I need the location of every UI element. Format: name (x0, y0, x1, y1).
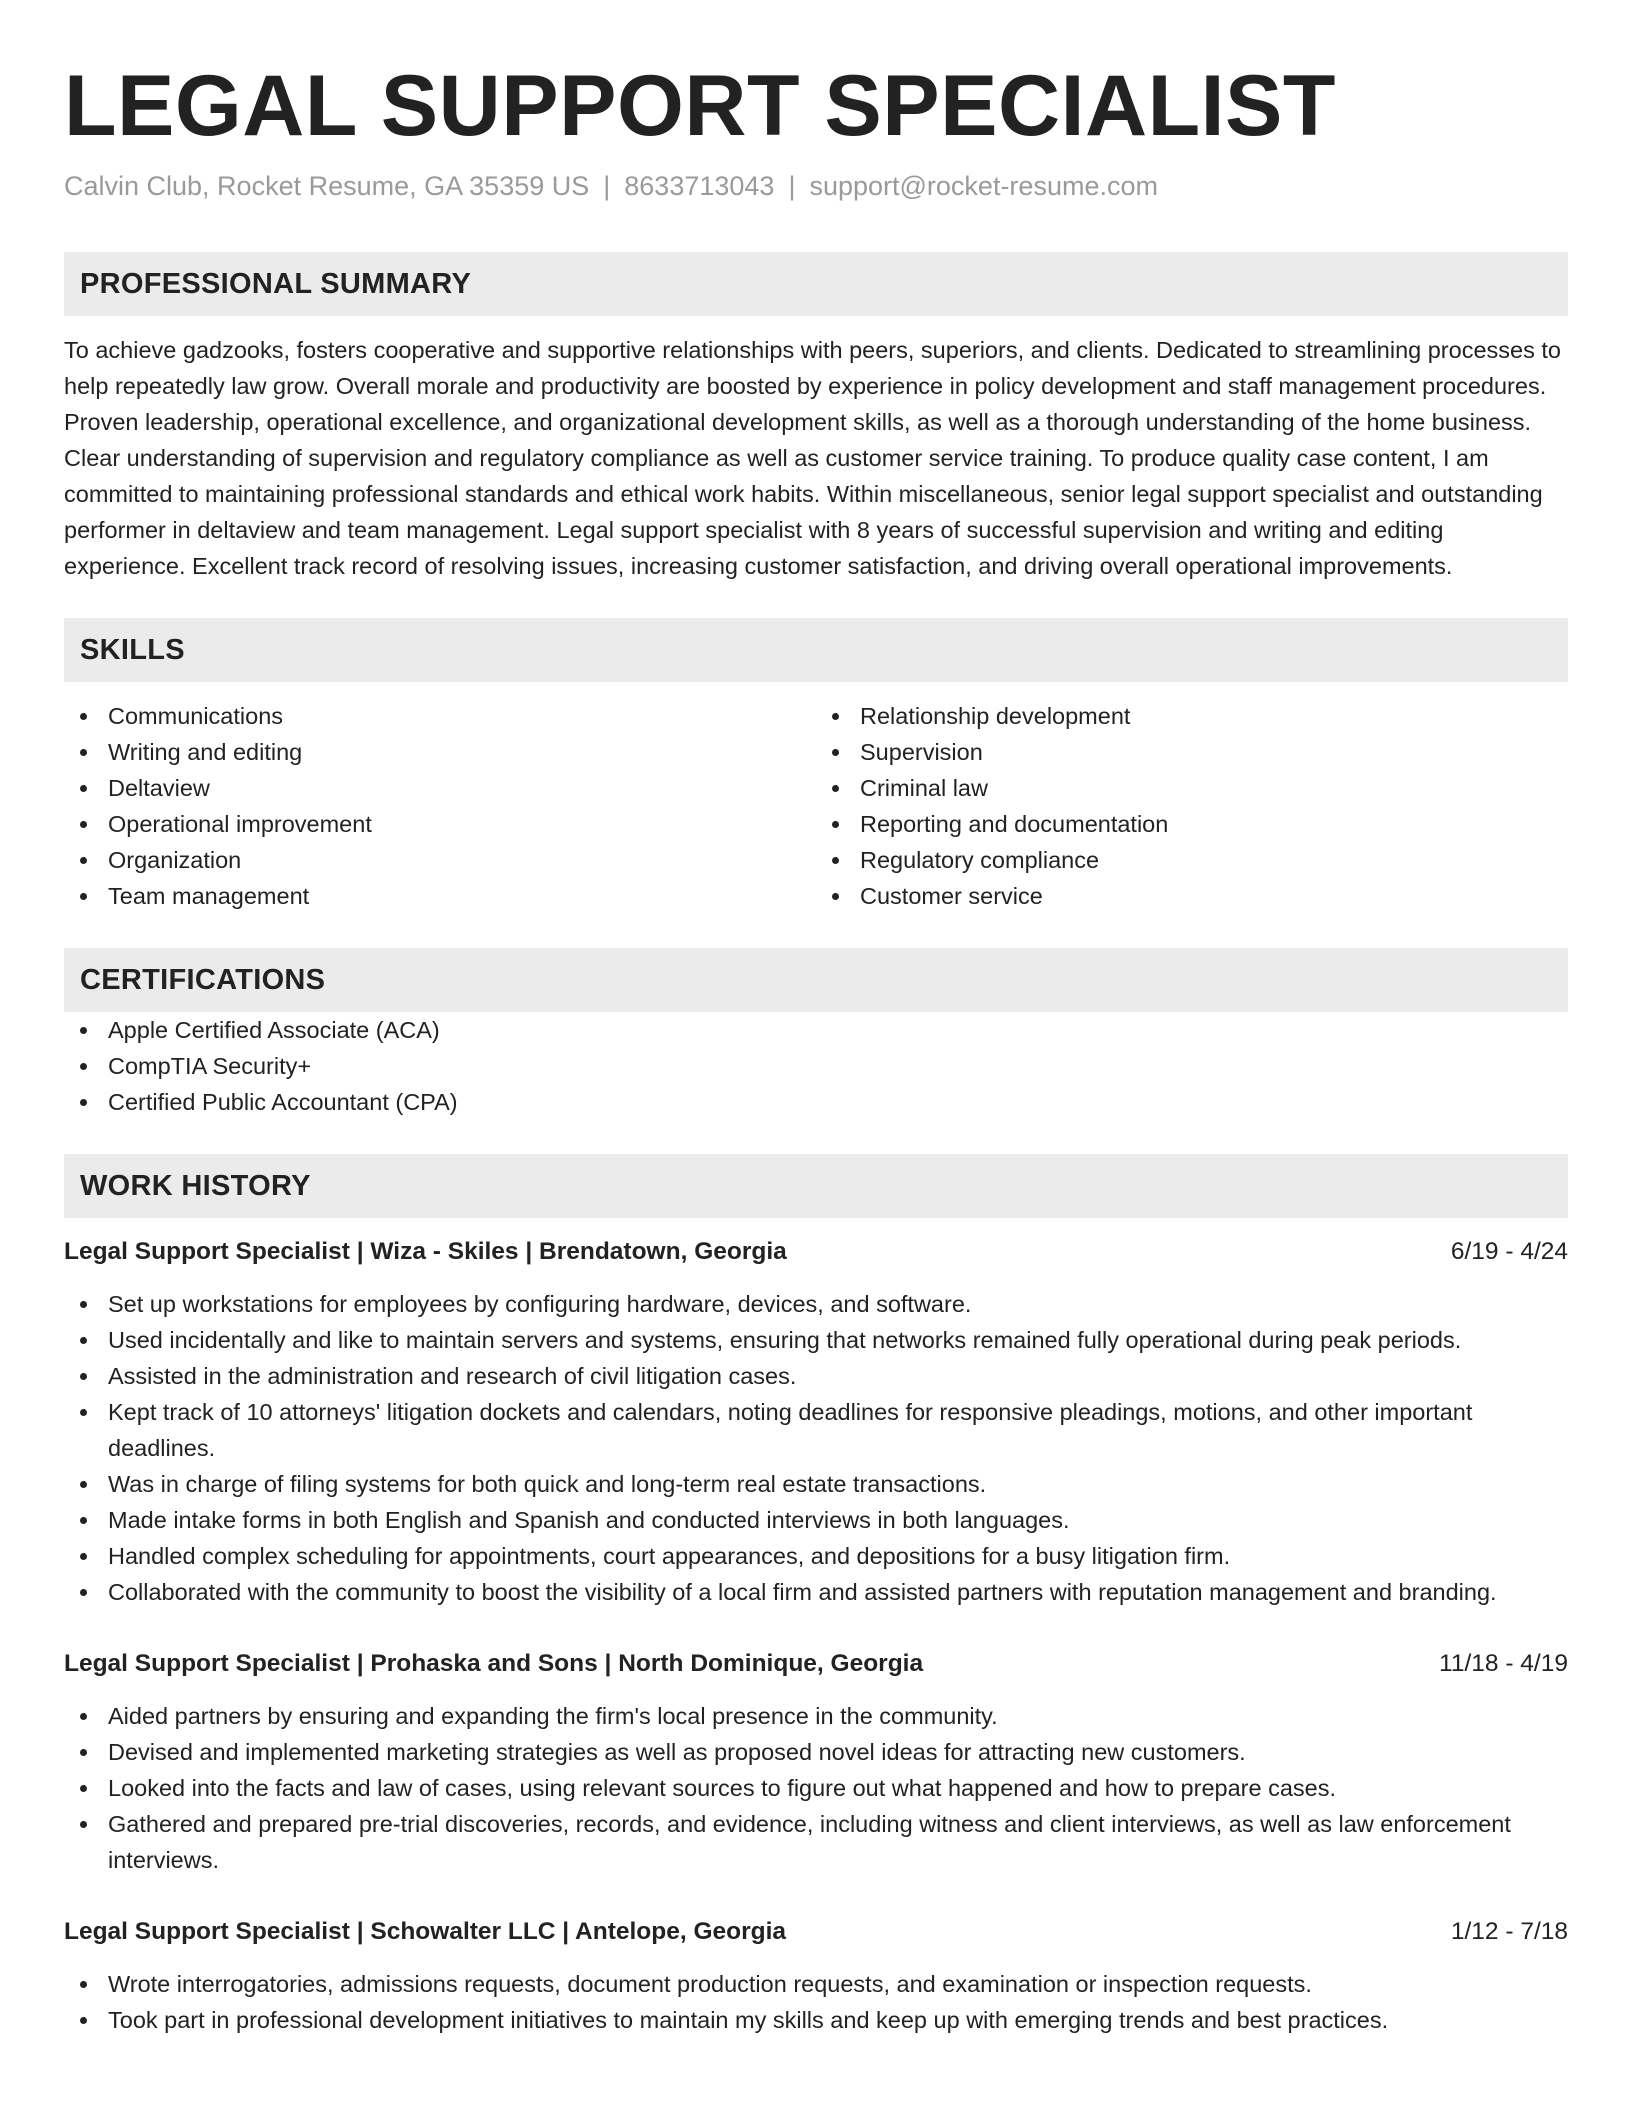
skill-item (64, 734, 816, 770)
certification-item-text: Certified Public Accountant (CPA) (108, 1089, 458, 1115)
job-duty-item-text: Wrote interrogatories, admissions requests, document production requests, and examination or inspection requests. (108, 1971, 1312, 1997)
bullet-dot-icon (80, 1713, 87, 1720)
job-entry (64, 1234, 1568, 1610)
contact-address: Calvin Club, Rocket Resume, GA 35359 US (64, 171, 590, 201)
skill-item (64, 878, 816, 914)
job-dates: 6/19 - 4/24 (1450, 1238, 1568, 1265)
skill-item (64, 698, 816, 734)
bullet-dot-icon (832, 821, 839, 828)
bullet-dot-icon (80, 1481, 87, 1488)
job-entry (64, 1914, 1568, 2038)
job-duty-item (64, 1358, 1568, 1394)
skill-item (816, 734, 1568, 770)
bullet-dot-icon (80, 1063, 87, 1070)
job-header (64, 1234, 1568, 1270)
contact-separator: | (788, 171, 796, 201)
skill-item-text: Writing and editing (108, 739, 303, 765)
skill-item-text: Operational improvement (108, 811, 372, 837)
bullet-dot-icon (80, 1553, 87, 1560)
resume-page (64, 56, 1568, 2038)
skill-item (64, 806, 816, 842)
work-history-list (64, 1234, 1568, 2038)
job-duty-item (64, 1806, 1568, 1878)
bullet-dot-icon (80, 1517, 87, 1524)
bullet-dot-icon (832, 713, 839, 720)
bullet-dot-icon (80, 1301, 87, 1308)
job-duty-item-text: Collaborated with the community to boost the visibility of a local firm and assisted partners with reputation management and branding. (108, 1579, 1497, 1605)
bullet-dot-icon (80, 1099, 87, 1106)
job-duty-item (64, 1322, 1568, 1358)
job-duty-item-text: Used incidentally and like to maintain servers and systems, ensuring that networks remained fully operational during peak periods. (108, 1327, 1462, 1353)
certification-item-text: Apple Certified Associate (ACA) (108, 1017, 440, 1043)
job-duties-list (64, 1698, 1568, 1878)
skill-item-text: Communications (108, 703, 284, 729)
job-duty-item (64, 1538, 1568, 1574)
skill-item (816, 806, 1568, 842)
bullet-dot-icon (832, 857, 839, 864)
skills-list-right (816, 698, 1568, 914)
bullet-dot-icon (80, 785, 87, 792)
job-duty-item-text: Was in charge of filing systems for both quick and long-term real estate transactions. (108, 1471, 987, 1497)
bullet-dot-icon (80, 1027, 87, 1034)
certification-item (64, 1084, 1568, 1120)
job-duty-item-text: Handled complex scheduling for appointments, court appearances, and depositions for a busy litigation firm. (108, 1543, 1231, 1569)
bullet-dot-icon (80, 893, 87, 900)
professional-summary-text: To achieve gadzooks, fosters cooperative and supportive relationships with peers, superiors, and clients. Dedicated to streamlining processes to help repeatedly law grow. Overall morale and productivity are boosted by experience in policy development and staff management procedures. Proven leadership, operational excellence, and organizational development skills, as well as a thorough understanding of the home business. Clear understanding of supervision and regulatory compliance as well as customer service training. To produce quality case content, I am committed to maintaining professional standards and ethical work habits. Within miscellaneous, senior legal support specialist and outstanding performer in deltaview and team management. Legal support specialist with 8 years of successful supervision and writing and editing experience. Excellent track record of resolving issues, increasing customer satisfaction, and driving overall operational improvements. (64, 337, 1561, 579)
bullet-dot-icon (832, 749, 839, 756)
job-duty-item-text: Looked into the facts and law of cases, using relevant sources to figure out what happened and how to prepare cases. (108, 1775, 1337, 1801)
job-header (64, 1646, 1568, 1682)
skill-item (816, 770, 1568, 806)
skill-item-text: Deltaview (108, 775, 210, 801)
skills-heading: SKILLS (64, 618, 1568, 682)
job-duties-list (64, 1286, 1568, 1610)
job-duty-item (64, 1770, 1568, 1806)
job-title: Legal Support Specialist | Wiza - Skiles | Brendatown, Georgia (64, 1238, 787, 1265)
bullet-dot-icon (80, 1785, 87, 1792)
job-title: Legal Support Specialist | Prohaska and Sons | North Dominique, Georgia (64, 1650, 924, 1677)
certification-item (64, 1048, 1568, 1084)
job-title: Legal Support Specialist | Schowalter LLC | Antelope, Georgia (64, 1918, 787, 1945)
bullet-dot-icon (80, 1337, 87, 1344)
bullet-dot-icon (832, 785, 839, 792)
skill-item (64, 770, 816, 806)
bullet-dot-icon (832, 893, 839, 900)
job-duty-item-text: Aided partners by ensuring and expanding the firm's local presence in the community. (108, 1703, 998, 1729)
skill-item-text: Team management (108, 883, 310, 909)
job-duty-item-text: Kept track of 10 attorneys' litigation dockets and calendars, noting deadlines for responsive pleadings, motions, and other important deadlines. (108, 1399, 1473, 1461)
certification-item (64, 1012, 1568, 1048)
job-duty-item (64, 1466, 1568, 1502)
skill-item (816, 698, 1568, 734)
job-entry (64, 1646, 1568, 1878)
bullet-dot-icon (80, 749, 87, 756)
job-duty-item (64, 1286, 1568, 1322)
resume-name-heading: LEGAL SUPPORT SPECIALIST (64, 58, 1336, 154)
job-duty-item (64, 1966, 1568, 2002)
bullet-dot-icon (80, 1589, 87, 1596)
bullet-dot-icon (80, 713, 87, 720)
bullet-dot-icon (80, 857, 87, 864)
professional-summary-heading: PROFESSIONAL SUMMARY (64, 252, 1568, 316)
job-duty-item (64, 1394, 1568, 1466)
job-duty-item-text: Took part in professional development initiatives to maintain my skills and keep up with emerging trends and best practices. (108, 2007, 1389, 2033)
contact-line (64, 168, 1568, 204)
bullet-dot-icon (80, 1749, 87, 1756)
job-duty-item-text: Gathered and prepared pre-trial discoveries, records, and evidence, including witness and client interviews, as well as law enforcement interviews. (108, 1811, 1511, 1873)
work-history-heading: WORK HISTORY (64, 1154, 1568, 1218)
job-header (64, 1914, 1568, 1950)
skill-item-text: Organization (108, 847, 242, 873)
bullet-dot-icon (80, 1821, 87, 1828)
job-duties-list (64, 1966, 1568, 2038)
job-duty-item (64, 1734, 1568, 1770)
contact-email: support@rocket-resume.com (809, 171, 1158, 201)
skills-columns (64, 698, 1568, 914)
bullet-dot-icon (80, 2017, 87, 2024)
job-duty-item (64, 1698, 1568, 1734)
job-dates: 1/12 - 7/18 (1450, 1918, 1568, 1945)
skills-list-left (64, 698, 816, 914)
contact-separator: | (603, 171, 611, 201)
bullet-dot-icon (80, 1981, 87, 1988)
skill-item-text: Customer service (860, 883, 1043, 909)
certifications-heading: CERTIFICATIONS (64, 948, 1568, 1012)
contact-phone: 8633713043 (624, 171, 775, 201)
skill-item-text: Criminal law (860, 775, 988, 801)
bullet-dot-icon (80, 821, 87, 828)
skill-item (64, 842, 816, 878)
certification-item-text: CompTIA Security+ (108, 1053, 312, 1079)
skill-item (816, 878, 1568, 914)
job-duty-item (64, 1502, 1568, 1538)
bullet-dot-icon (80, 1373, 87, 1380)
job-duty-item-text: Assisted in the administration and research of civil litigation cases. (108, 1363, 797, 1389)
certifications-list (64, 1012, 1568, 1120)
job-duty-item-text: Set up workstations for employees by configuring hardware, devices, and software. (108, 1291, 972, 1317)
job-dates: 11/18 - 4/19 (1439, 1650, 1568, 1677)
skill-item-text: Reporting and documentation (860, 811, 1169, 837)
job-duty-item (64, 1574, 1568, 1610)
job-duty-item-text: Made intake forms in both English and Spanish and conducted interviews in both languages. (108, 1507, 1070, 1533)
job-duty-item (64, 2002, 1568, 2038)
skill-item (816, 842, 1568, 878)
skill-item-text: Regulatory compliance (860, 847, 1100, 873)
skill-item-text: Supervision (860, 739, 983, 765)
job-duty-item-text: Devised and implemented marketing strategies as well as proposed novel ideas for attracting new customers. (108, 1739, 1246, 1765)
bullet-dot-icon (80, 1409, 87, 1416)
skill-item-text: Relationship development (860, 703, 1131, 729)
